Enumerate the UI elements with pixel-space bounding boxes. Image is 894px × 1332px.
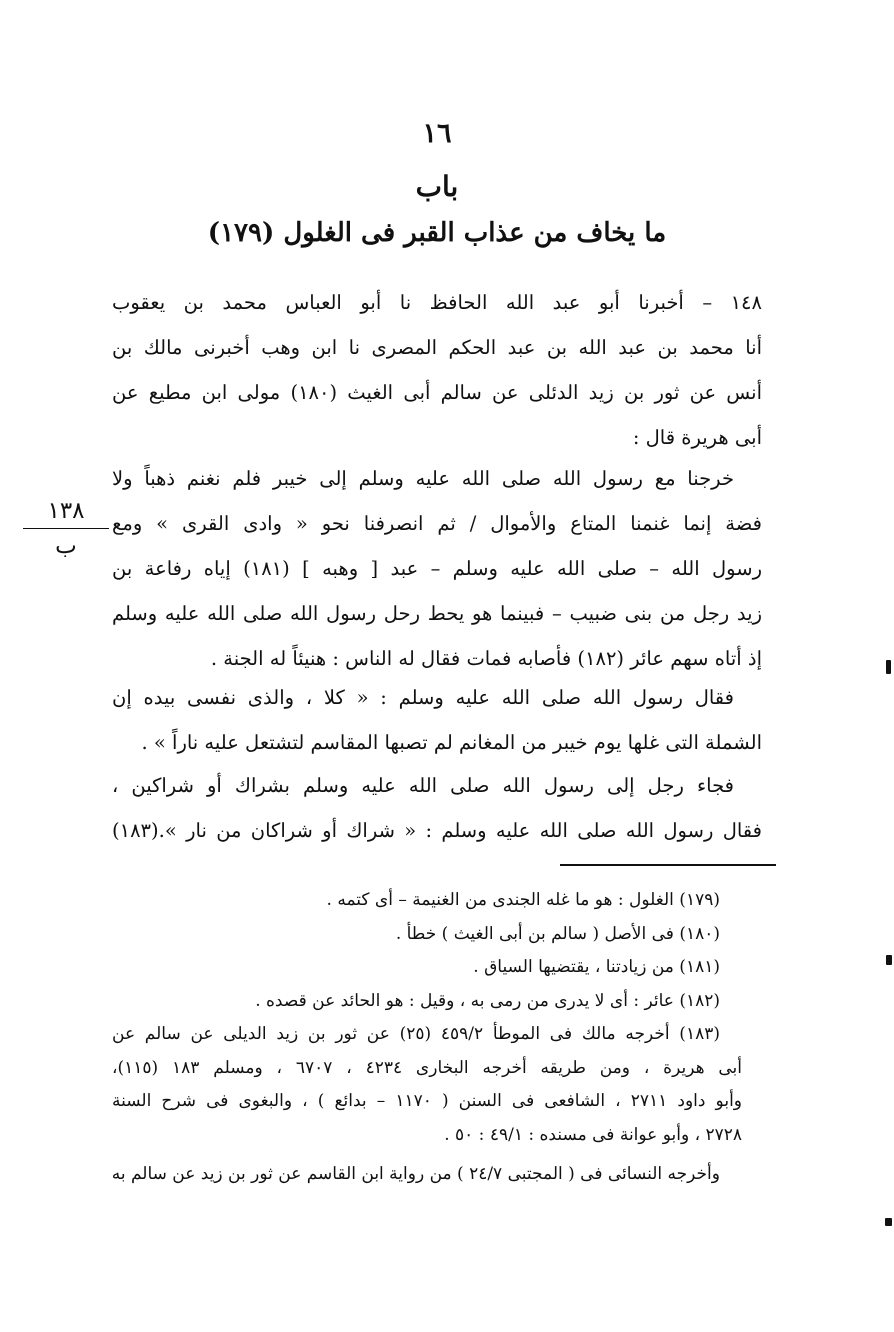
- text-line: ١٤٨ – أخبرنا أبو عبد الله الحافظ نا أبو العباس محمد بن يعقوب: [112, 291, 762, 314]
- text-line: فضة إنما غنمنا المتاع والأموال / ثم انصرفنا نحو « وادى القرى » ومع: [112, 512, 762, 535]
- text-line: أنس عن ثور بن زيد الدئلى عن سالم أبى الغيث (١٨٠) مولى ابن مطيع عن: [112, 381, 762, 404]
- paragraph-matn-1: [112, 456, 762, 681]
- footnote-183-continued: وأخرجه النسائى فى ( المجتبى ٢٤/٧ ) من رواية ابن القاسم عن ثور بن زيد عن سالم به: [112, 1164, 720, 1184]
- footnote-separator: [560, 864, 776, 866]
- text-line: فجاء رجل إلى رسول الله صلى الله عليه وسلم بشراك أو شراكين ،: [112, 774, 734, 797]
- paragraph-matn-2: [112, 675, 762, 765]
- scan-edge-mark: [886, 955, 892, 965]
- footnote-183-continued: وأبو داود ٢٧١١ ، الشافعى فى السنن ( ١١٧٠ – بدائع ) ، والبغوى فى شرح السنة: [112, 1091, 742, 1111]
- chapter-heading-bab: باب: [415, 170, 459, 203]
- text-line: الشملة التى غلها يوم خيبر من المغانم لم تصبها المقاسم لتشتعل عليه ناراً » .: [141, 731, 762, 754]
- manuscript-folio-marker: [22, 496, 110, 561]
- text-line: أنا محمد بن عبد الله بن عبد الحكم المصرى نا ابن وهب أخبرنى مالك بن: [112, 336, 762, 359]
- text-line: خرجنا مع رسول الله صلى الله عليه وسلم إلى خيبر فلم نغنم ذهباً ولا: [112, 467, 734, 490]
- folio-rule: [23, 528, 109, 529]
- footnote-183-continued: أبى هريرة ، ومن طريقه أخرجه البخارى ٤٢٣٤ ، ٦٧٠٧ ، ومسلم ١٨٣ (١١٥)،: [112, 1057, 742, 1078]
- folio-side: ب: [55, 533, 77, 559]
- scan-edge-mark: [886, 660, 891, 674]
- text-line: أبى هريرة قال :: [632, 426, 762, 449]
- folio-number: ١٣٨: [47, 498, 85, 524]
- footnote-179: (١٧٩) الغلول : هو ما غله الجندى من الغنيمة – أى كتمه .: [326, 890, 720, 910]
- footnotes: [112, 884, 742, 1192]
- text-line: رسول الله – صلى الله عليه وسلم – عبد [ وهبه ] (١٨١) إياه رفاعة بن: [112, 557, 762, 580]
- text-line: إذ أتاه سهم عائر (١٨٢) فأصابه فمات فقال له الناس : هنيئاً له الجنة .: [210, 647, 762, 670]
- text-line: زيد رجل من بنى ضبيب – فبينما هو يحط رحل رسول الله صلى الله عليه وسلم: [112, 602, 762, 625]
- paragraph-isnad: [112, 280, 762, 460]
- footnote-183: (١٨٣) أخرجه مالك فى الموطأ ٤٥٩/٢ (٢٥) عن ثور بن زيد الديلى عن سالم عن: [112, 1024, 720, 1044]
- footnote-183-continued: ٢٧٢٨ ، وأبو عوانة فى مسنده : ٤٩/١ : ٥٠ .: [444, 1124, 742, 1145]
- footnote-181: (١٨١) من زيادتنا ، يقتضيها السياق .: [473, 957, 720, 977]
- page-number: ١٦: [422, 118, 452, 149]
- text-line: فقال رسول الله صلى الله عليه وسلم : « كلا ، والذى نفسى بيده إن: [112, 686, 734, 709]
- footnote-182: (١٨٢) عائر : أى لا يدرى من رمى به ، وقيل : هو الحائد عن قصده .: [255, 990, 720, 1011]
- footnote-180: (١٨٠) فى الأصل ( سالم بن أبى الغيث ) خطأ .: [395, 923, 720, 944]
- paragraph-matn-3: [112, 763, 762, 853]
- chapter-title: ما يخاف من عذاب القبر فى الغلول (١٧٩): [207, 218, 667, 248]
- scan-edge-mark: [885, 1218, 892, 1226]
- text-line: فقال رسول الله صلى الله عليه وسلم : « شراك أو شراكان من نار ».(١٨٣): [112, 819, 762, 842]
